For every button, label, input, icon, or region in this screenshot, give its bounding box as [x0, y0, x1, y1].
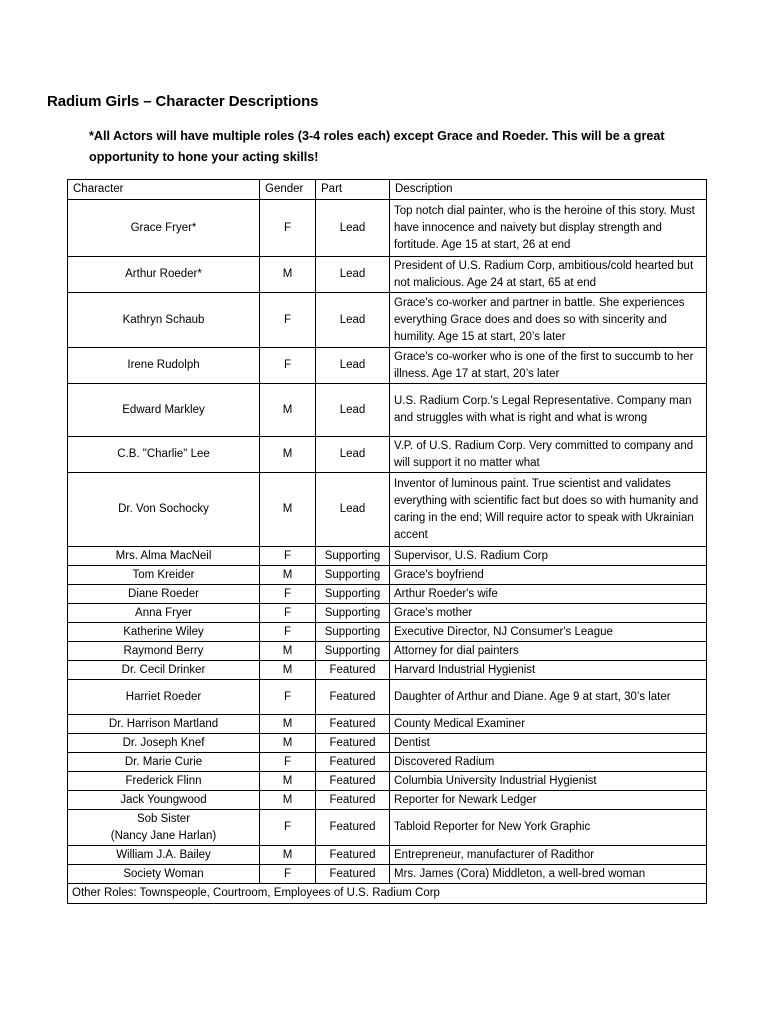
table-row [68, 585, 707, 604]
other-roles-row [68, 884, 707, 904]
part-cell: Lead [316, 200, 390, 257]
table-row [68, 257, 707, 293]
character-name-cell [68, 865, 260, 884]
gender-cell: M [260, 257, 316, 293]
part-cell: Featured [316, 734, 390, 753]
gender-cell: M [260, 846, 316, 865]
description-cell: Arthur Roeder's wife [390, 585, 707, 604]
character-name: Harriet Roeder [125, 690, 202, 703]
character-name-cell [68, 846, 260, 865]
part-cell: Featured [316, 846, 390, 865]
character-name-cell [68, 293, 260, 348]
character-name: Dr. Harrison Martland [108, 717, 219, 730]
character-name: Mrs. Alma MacNeil [115, 549, 212, 562]
character-name: Irene Rudolph [127, 359, 200, 371]
character-name-cell [68, 566, 260, 585]
part-cell: Featured [316, 810, 390, 846]
gender-cell: F [260, 810, 316, 846]
table-row [68, 437, 707, 473]
column-header-description: Description [390, 180, 707, 200]
gender-cell: F [260, 753, 316, 772]
character-name-cell [68, 680, 260, 715]
description-cell: Discovered Radium [390, 753, 707, 772]
table-row [68, 547, 707, 566]
character-name: Grace Fryer* [130, 221, 197, 234]
description-cell: Tabloid Reporter for New York Graphic [390, 810, 707, 846]
character-name-line2: (Nancy Jane Harlan) [110, 829, 217, 842]
part-cell: Featured [316, 661, 390, 680]
character-name: William J.A. Bailey [116, 848, 211, 861]
column-header-gender: Gender [260, 180, 316, 200]
part-cell: Supporting [316, 585, 390, 604]
gender-cell: F [260, 585, 316, 604]
character-table [67, 179, 707, 904]
character-name-cell [68, 348, 260, 384]
character-name-cell [68, 473, 260, 547]
part-cell: Lead [316, 437, 390, 473]
part-cell: Lead [316, 348, 390, 384]
table-row [68, 566, 707, 585]
part-cell: Lead [316, 293, 390, 348]
gender-cell: F [260, 623, 316, 642]
description-cell: Harvard Industrial Hygienist [390, 661, 707, 680]
character-name-cell [68, 791, 260, 810]
gender-cell: M [260, 791, 316, 810]
gender-cell: M [260, 772, 316, 791]
character-name: Kathryn Schaub [122, 313, 205, 326]
column-header-part: Part [316, 180, 390, 200]
character-name: Frederick Flinn [125, 774, 202, 787]
part-cell: Supporting [316, 604, 390, 623]
table-row [68, 348, 707, 384]
gender-cell: M [260, 473, 316, 547]
column-header-character: Character [68, 180, 260, 200]
description-cell: Inventor of luminous paint. True scientist and validates everything with scientific fact but does so with humanity and caring in the end; Will require actor to speak with Ukrainian accent [390, 473, 707, 547]
table-row [68, 772, 707, 791]
part-cell: Lead [316, 257, 390, 293]
part-cell: Featured [316, 865, 390, 884]
gender-cell: M [260, 642, 316, 661]
gender-cell: M [260, 437, 316, 473]
description-cell: Grace's co-worker and partner in battle. She experiences everything Grace does and does so with sincerity and humility. Age 15 at start, 20’s later [390, 293, 707, 348]
character-name: Tom Kreider [132, 568, 195, 581]
table-row [68, 865, 707, 884]
description-cell: Entrepreneur, manufacturer of Radithor [390, 846, 707, 865]
character-name: Diane Roeder [128, 587, 199, 600]
gender-cell: M [260, 566, 316, 585]
character-name-cell [68, 547, 260, 566]
part-cell: Featured [316, 791, 390, 810]
gender-cell: M [260, 715, 316, 734]
character-name-cell [68, 753, 260, 772]
character-name-cell [68, 585, 260, 604]
character-name: Dr. Joseph Knef [122, 736, 205, 749]
character-name-cell [68, 604, 260, 623]
description-cell: Dentist [390, 734, 707, 753]
part-cell: Featured [316, 772, 390, 791]
character-name-cell [68, 734, 260, 753]
character-name: Edward Markley [122, 403, 205, 416]
table-header-row [68, 180, 707, 200]
character-name: Raymond Berry [123, 644, 204, 657]
table-row [68, 661, 707, 680]
part-cell: Featured [316, 715, 390, 734]
description-cell: U.S. Radium Corp.'s Legal Representative. Company man and struggles with what is right and what is wrong [390, 384, 707, 437]
character-name: Society Woman [123, 867, 204, 880]
table-row [68, 384, 707, 437]
character-name: C.B. "Charlie" Lee [117, 448, 210, 460]
character-name-cell [68, 772, 260, 791]
description-cell: Grace's co-worker who is one of the first to succumb to her illness. Age 17 at start, 20’s later [390, 348, 707, 384]
description-cell: President of U.S. Radium Corp, ambitious/cold hearted but not malicious. Age 24 at start, 65 at end [390, 257, 707, 293]
table-row [68, 200, 707, 257]
character-name: Katherine Wiley [123, 625, 204, 638]
table-row [68, 623, 707, 642]
description-cell: Supervisor, U.S. Radium Corp [390, 547, 707, 566]
part-cell: Featured [316, 680, 390, 715]
character-name: Sob Sister [136, 812, 191, 825]
table-row [68, 846, 707, 865]
character-name-cell [68, 200, 260, 257]
table-row [68, 715, 707, 734]
part-cell: Lead [316, 384, 390, 437]
gender-cell: F [260, 680, 316, 715]
description-cell: Grace's mother [390, 604, 707, 623]
gender-cell: M [260, 734, 316, 753]
description-cell: Reporter for Newark Ledger [390, 791, 707, 810]
description-cell: Executive Director, NJ Consumer's League [390, 623, 707, 642]
gender-cell: F [260, 865, 316, 884]
description-cell: V.P. of U.S. Radium Corp. Very committed to company and will support it no matter what [390, 437, 707, 473]
gender-cell: F [260, 293, 316, 348]
character-name: Jack Youngwood [120, 793, 207, 806]
table-row [68, 642, 707, 661]
character-name-cell [68, 384, 260, 437]
character-name-cell [68, 257, 260, 293]
gender-cell: F [260, 604, 316, 623]
character-name-cell [68, 810, 260, 846]
description-cell: Daughter of Arthur and Diane. Age 9 at start, 30’s later [390, 680, 707, 715]
description-cell: Columbia University Industrial Hygienist [390, 772, 707, 791]
table-body [68, 200, 707, 884]
part-cell: Supporting [316, 623, 390, 642]
page-title: Radium Girls – Character Descriptions [47, 93, 319, 110]
table-row [68, 753, 707, 772]
table-row [68, 734, 707, 753]
description-cell: Mrs. James (Cora) Middleton, a well-bred woman [390, 865, 707, 884]
character-name-cell [68, 642, 260, 661]
character-name-cell [68, 437, 260, 473]
character-name: Dr. Marie Curie [124, 755, 203, 768]
character-name: Dr. Cecil Drinker [121, 663, 206, 676]
gender-cell: F [260, 348, 316, 384]
character-name: Dr. Von Sochocky [118, 503, 209, 515]
table-row [68, 791, 707, 810]
part-cell: Lead [316, 473, 390, 547]
description-cell: County Medical Examiner [390, 715, 707, 734]
part-cell: Supporting [316, 547, 390, 566]
gender-cell: M [260, 384, 316, 437]
character-name-cell [68, 661, 260, 680]
gender-cell: F [260, 547, 316, 566]
table-row [68, 293, 707, 348]
gender-cell: M [260, 661, 316, 680]
other-roles-cell: Other Roles: Townspeople, Courtroom, Employees of U.S. Radium Corp [68, 884, 707, 904]
intro-note: *All Actors will have multiple roles (3-4 roles each) except Grace and Roeder. This will be a great opportunity to hone your acting skills! [89, 129, 665, 164]
character-name-cell [68, 623, 260, 642]
table-row [68, 604, 707, 623]
part-cell: Supporting [316, 642, 390, 661]
character-name-cell [68, 715, 260, 734]
character-name: Arthur Roeder* [125, 268, 202, 280]
description-cell: Grace's boyfriend [390, 566, 707, 585]
table-row [68, 680, 707, 715]
character-name: Anna Fryer [135, 606, 192, 619]
part-cell: Featured [316, 753, 390, 772]
description-cell: Attorney for dial painters [390, 642, 707, 661]
description-cell: Top notch dial painter, who is the heroine of this story. Must have innocence and naivety but display strength and fortitude. Age 15 at start, 26 at end [390, 200, 707, 257]
table-row [68, 473, 707, 547]
gender-cell: F [260, 200, 316, 257]
part-cell: Supporting [316, 566, 390, 585]
table-row [68, 810, 707, 846]
